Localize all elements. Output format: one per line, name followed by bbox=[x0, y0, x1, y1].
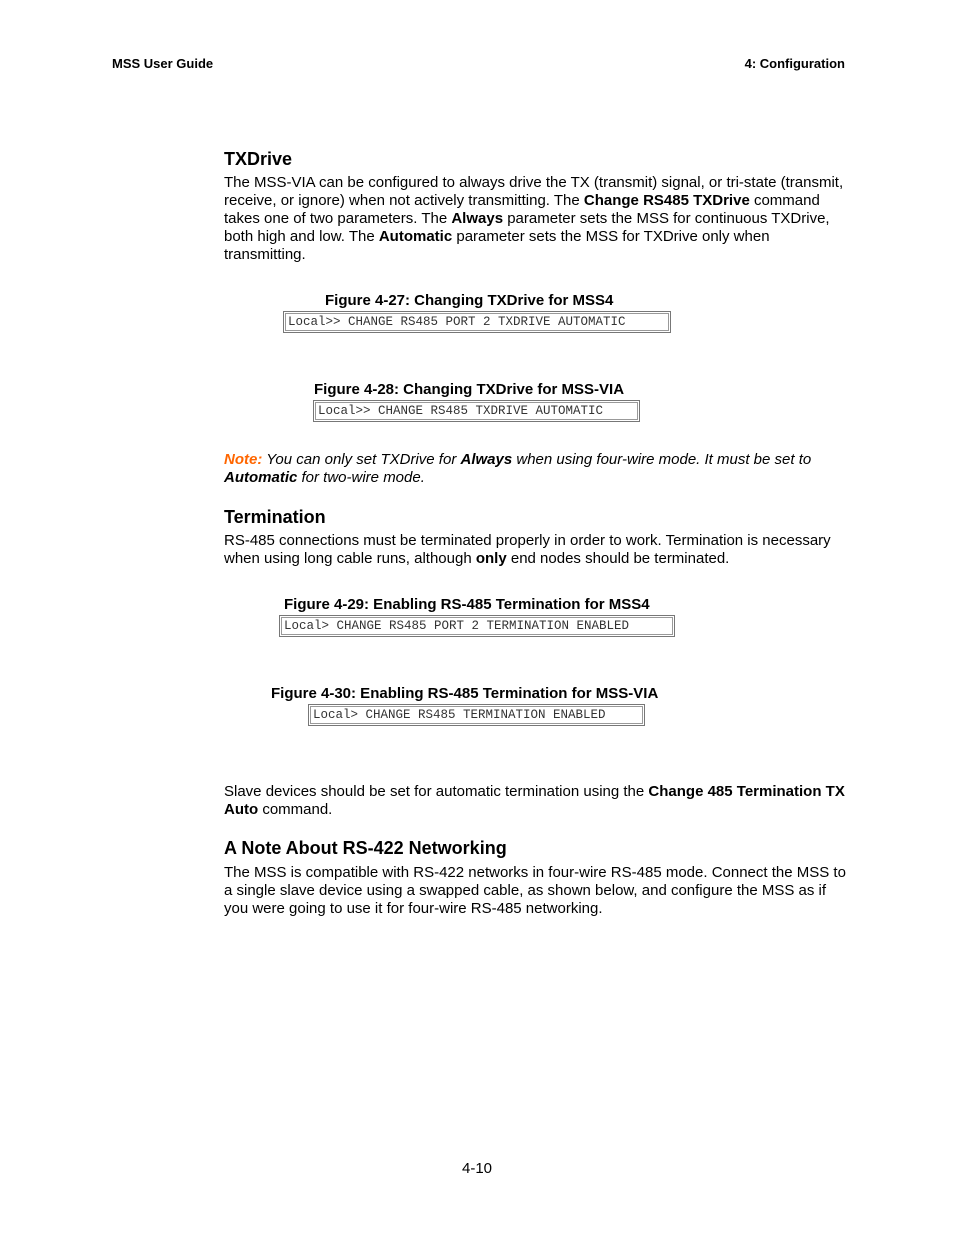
figure-4-27-caption: Figure 4-27: Changing TXDrive for MSS4 bbox=[325, 292, 614, 309]
figure-4-30-caption: Figure 4-30: Enabling RS-485 Termination for MSS-VIA bbox=[271, 685, 659, 702]
note-paragraph: Note: You can only set TXDrive for Always when using four-wire mode. It must be set to Automatic for two-wire mode. bbox=[224, 451, 812, 486]
rs422-paragraph: The MSS is compatible with RS-422 networks in four-wire RS-485 mode. Connect the MSS to a single slave device using a swapped cable, as shown below, and configure the MSS as if you were going to use it for four-wire RS-485 networking. bbox=[224, 864, 846, 917]
txdrive-paragraph: The MSS-VIA can be configured to always drive the TX (transmit) signal, or tri-state (transmit, receive, or ignore) when not actively transmitting. The Change RS485 TXDrive command takes one of two parameters. The Always parameter sets the MSS for continuous TXDrive, both high and low. The Automatic parameter sets the MSS for TXDrive only when transmitting. bbox=[224, 174, 844, 263]
figure-4-28-caption: Figure 4-28: Changing TXDrive for MSS-VIA bbox=[314, 381, 625, 398]
note-label: Note: bbox=[224, 451, 263, 468]
running-header-chapter: 4: Configuration bbox=[744, 56, 845, 71]
txdrive-heading: TXDrive bbox=[224, 149, 293, 169]
figure-4-29-caption: Figure 4-29: Enabling RS-485 Termination for MSS4 bbox=[284, 596, 650, 613]
figure-4-29-command: Local> CHANGE RS485 PORT 2 TERMINATION ENABLED bbox=[279, 615, 675, 637]
termination-heading: Termination bbox=[224, 507, 326, 527]
figure-4-27-command: Local>> CHANGE RS485 PORT 2 TXDRIVE AUTOMATIC bbox=[283, 311, 671, 333]
slave-termination-paragraph: Slave devices should be set for automatic termination using the Change 485 Termination TX Auto command. bbox=[224, 783, 845, 818]
rs422-heading: A Note About RS-422 Networking bbox=[224, 838, 507, 858]
figure-4-28-command: Local>> CHANGE RS485 TXDRIVE AUTOMATIC bbox=[313, 400, 640, 422]
termination-paragraph: RS-485 connections must be terminated properly in order to work. Termination is necessary when using long cable runs, although only end nodes should be terminated. bbox=[224, 532, 831, 567]
running-header-title: MSS User Guide bbox=[112, 56, 214, 71]
page-number: 4-10 bbox=[461, 1160, 493, 1177]
figure-4-30-command: Local> CHANGE RS485 TERMINATION ENABLED bbox=[308, 704, 645, 726]
